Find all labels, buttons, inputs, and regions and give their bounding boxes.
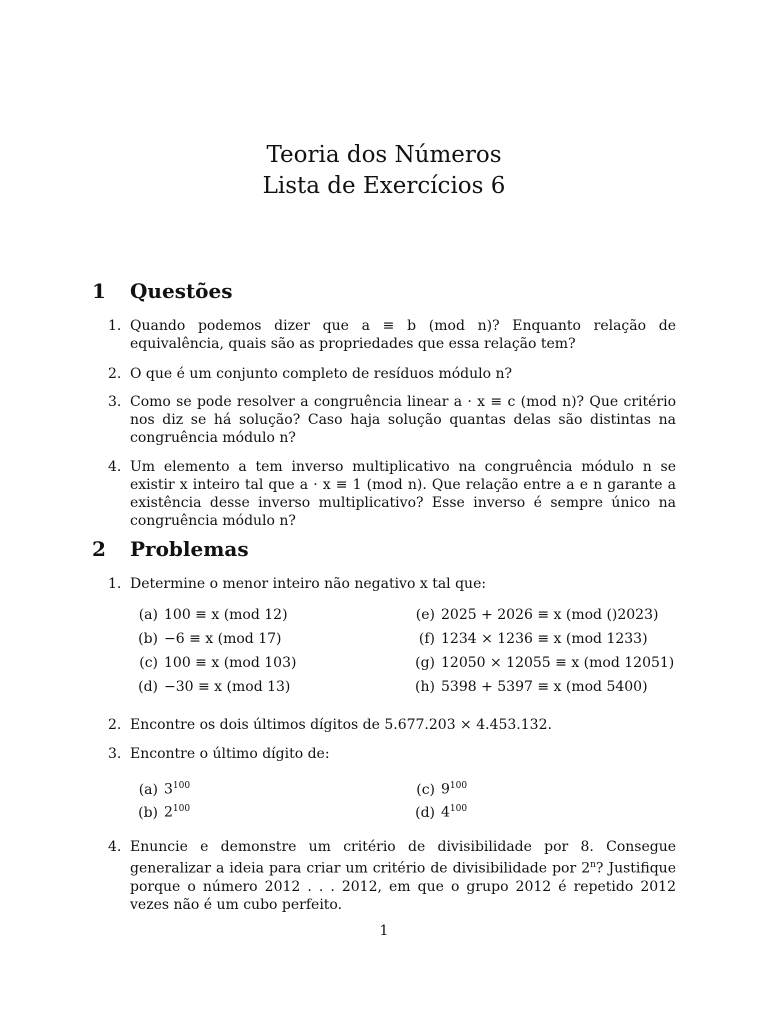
- subitem: [407, 678, 648, 696]
- subitem: [130, 777, 190, 799]
- subitem-expr: 100 ≡ x (mod 103): [164, 655, 297, 671]
- subitem: [407, 606, 658, 624]
- power-exponent: 100: [449, 804, 468, 814]
- section-heading-problemas: [92, 537, 249, 561]
- subitem-expr: 1234 × 1236 ≡ x (mod 1233): [441, 631, 648, 647]
- subitem-label: (f): [418, 631, 435, 647]
- power-exponent: 100: [172, 781, 191, 791]
- section-number: 2: [92, 537, 106, 561]
- subitem-label: (b): [138, 804, 158, 821]
- item-text: Encontre o último dígito de:: [130, 746, 330, 762]
- item-number: 3.: [108, 394, 122, 410]
- page-number: 1: [379, 923, 389, 939]
- item-number: 4.: [108, 839, 122, 855]
- item-text-part: ? Justifique porque o número 2012 . . . 2012, em que o grupo 2012 é repetido 2012 vezes não é um cubo perfeito.: [130, 860, 676, 913]
- subitem: [130, 678, 290, 696]
- subitem: [407, 630, 648, 648]
- document-subtitle: Lista de Exercícios 6: [262, 173, 506, 199]
- subitem: [130, 654, 296, 672]
- list-item: [108, 838, 676, 914]
- power-base: 9: [441, 781, 450, 798]
- subitem: [407, 800, 467, 822]
- item-text: Um elemento a tem inverso multiplicativo na congruência módulo n se existir x inteiro tal que a · x ≡ 1 (mod n). Que relação entre a e n garante a existência desse inverso multiplicativo? Esse inverso é sempre único na congruência módulo n?: [130, 459, 676, 529]
- subitem-label: (b): [138, 631, 158, 647]
- list-item: [108, 575, 676, 593]
- subitem-label: (d): [138, 679, 158, 695]
- item-number: 3.: [108, 746, 122, 762]
- item-text: [130, 838, 676, 914]
- subitem-expr: −30 ≡ x (mod 13): [164, 679, 291, 695]
- subitem: [407, 654, 674, 672]
- subitem: [407, 777, 467, 799]
- section-heading-questoes: [92, 279, 233, 303]
- subitem: [130, 630, 281, 648]
- item-number: 4.: [108, 459, 122, 475]
- power-base: 4: [441, 804, 450, 821]
- section-number: 1: [92, 279, 106, 303]
- power-exponent: 100: [172, 804, 191, 814]
- section-title: Questões: [130, 279, 233, 303]
- item-text: Encontre os dois últimos dígitos de 5.677.203 × 4.453.132.: [130, 717, 552, 733]
- subitem-label: (h): [415, 679, 435, 695]
- subitem-expr: 100 ≡ x (mod 12): [164, 607, 288, 623]
- item-number: 1.: [108, 318, 122, 334]
- item-number: 2.: [108, 366, 122, 382]
- item-text: Quando podemos dizer que a ≡ b (mod n)? Enquanto relação de equivalência, quais são as propriedades que essa relação tem?: [130, 318, 676, 352]
- subitem-label: (c): [416, 781, 435, 798]
- power-base: 2: [164, 804, 173, 821]
- item-text: Como se pode resolver a congruência linear a · x ≡ c (mod n)? Que critério nos diz se há solução? Caso haja solução quantas delas são distintas na congruência módulo n?: [130, 394, 676, 446]
- subitem-expr: 5398 + 5397 ≡ x (mod 5400): [441, 679, 648, 695]
- list-item: [108, 365, 676, 383]
- subitem: [130, 606, 288, 624]
- item-text: Determine o menor inteiro não negativo x tal que:: [130, 576, 487, 592]
- list-item: [108, 716, 676, 734]
- subitem-label: (d): [415, 804, 435, 821]
- list-item: [108, 745, 676, 763]
- subitem-expr: 2025 + 2026 ≡ x (mod ()2023): [441, 607, 659, 623]
- power-base: 3: [164, 781, 173, 798]
- power-exponent: 100: [449, 781, 468, 791]
- subitem-label: (c): [139, 655, 158, 671]
- subitem-label: (g): [415, 655, 435, 671]
- power-exponent: n: [590, 860, 596, 870]
- item-number: 1.: [108, 576, 122, 592]
- list-item: [108, 393, 676, 447]
- list-item: [108, 458, 676, 530]
- section-title: Problemas: [130, 537, 249, 561]
- subitem-label: (e): [415, 607, 435, 623]
- subitem-label: (a): [138, 781, 158, 798]
- item-text: O que é um conjunto completo de resíduos módulo n?: [130, 366, 512, 382]
- subitem: [130, 800, 190, 822]
- item-number: 2.: [108, 717, 122, 733]
- subitem-expr: 12050 × 12055 ≡ x (mod 12051): [441, 655, 675, 671]
- subitem-label: (a): [138, 607, 158, 623]
- document-title: Teoria dos Números: [266, 142, 502, 168]
- subitem-expr: −6 ≡ x (mod 17): [164, 631, 282, 647]
- item-text-part: Enuncie e demonstre um critério de divisibilidade por 8. Consegue generalizar a ideia para criar um critério de divisibilidade por 2: [130, 839, 676, 877]
- list-item: [108, 317, 676, 353]
